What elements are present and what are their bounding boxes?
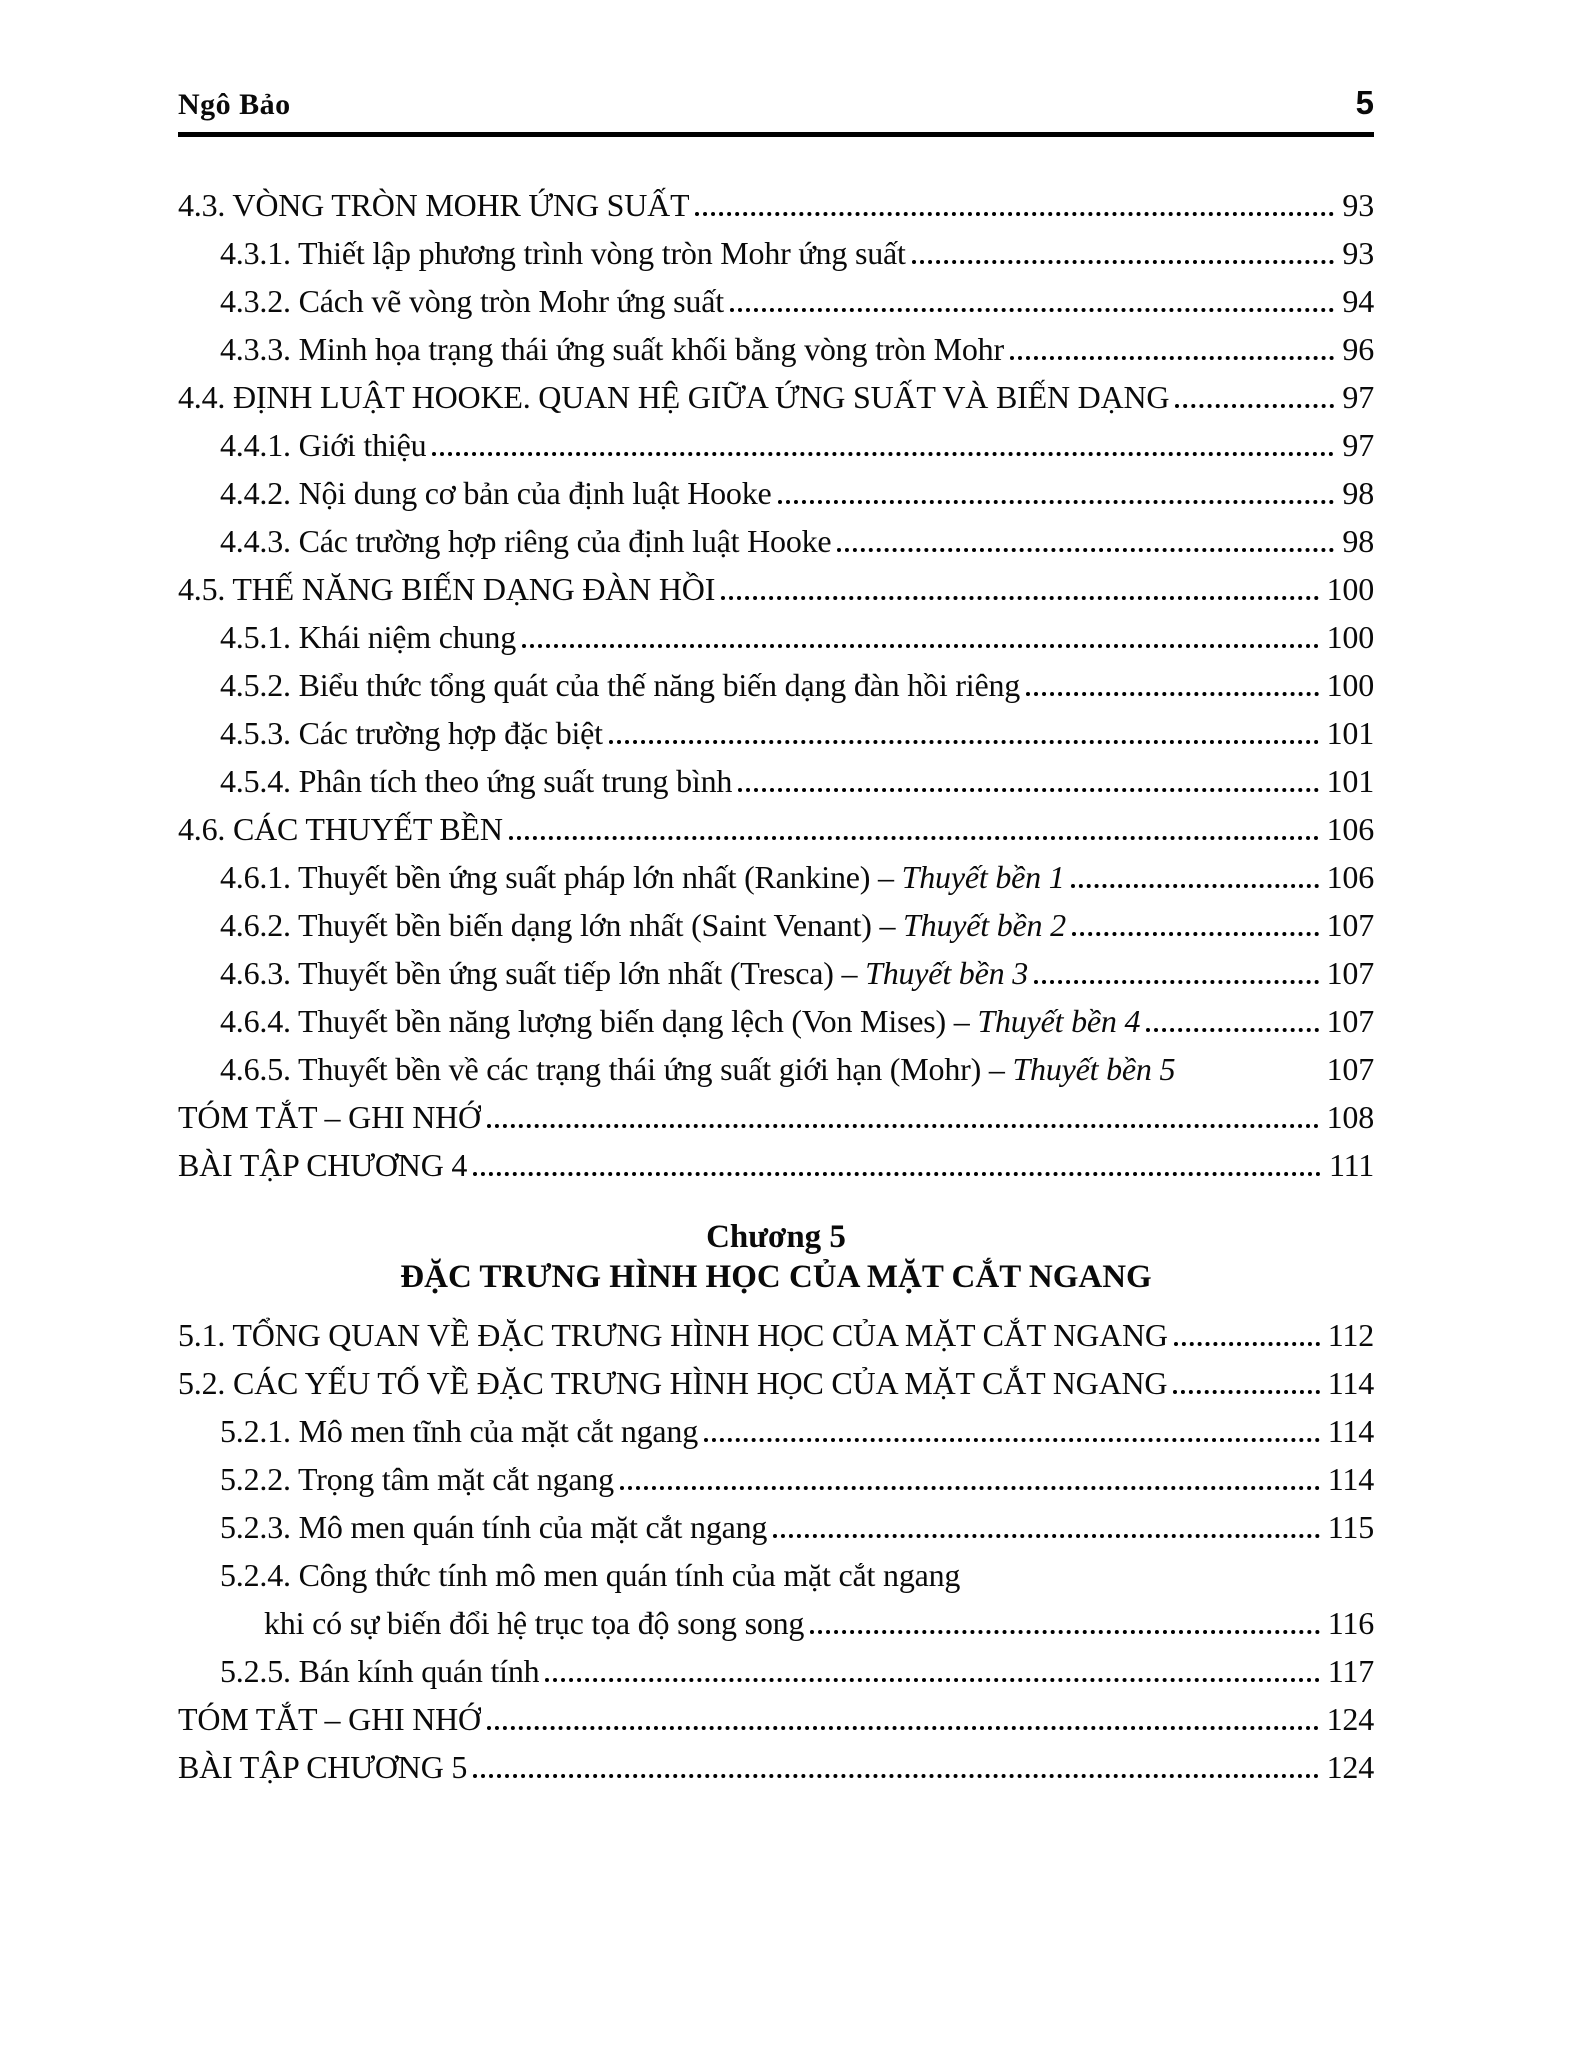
toc-page-number: 112 (1327, 1317, 1374, 1353)
toc-page-number: 108 (1326, 1099, 1374, 1135)
toc-entry (178, 565, 1374, 613)
toc-entry-label: 4.4. ĐỊNH LUẬT HOOKE. QUAN HỆ GIỮA ỨNG SUẤT VÀ BIẾN DẠNG (178, 379, 1170, 415)
toc-page-number: 98 (1342, 475, 1374, 511)
toc-entry-label: 5.2. CÁC YẾU TỐ VỀ ĐẶC TRƯNG HÌNH HỌC CỦA MẶT CẮT NGANG (178, 1365, 1168, 1401)
toc-page-number: 100 (1326, 571, 1374, 607)
toc-dot-leader (1026, 692, 1318, 696)
toc-entry-label: 4.5.4. Phân tích theo ứng suất trung bình (220, 763, 733, 799)
toc-entry-label: khi có sự biến đổi hệ trục tọa độ song song (264, 1605, 805, 1641)
toc-entry (178, 1093, 1374, 1141)
toc-page-number: 98 (1342, 523, 1374, 559)
toc-dot-leader (620, 1486, 1320, 1490)
toc-page-number: 124 (1326, 1701, 1374, 1737)
toc-dot-leader (487, 1124, 1319, 1128)
toc-entry (178, 709, 1374, 757)
toc-dot-leader (837, 548, 1334, 552)
toc-page-number: 106 (1326, 859, 1374, 895)
toc-page-number: 114 (1327, 1413, 1374, 1449)
toc-entry-label-italic: Thuyết bền 4 (977, 1003, 1141, 1039)
toc-page-number: 106 (1326, 811, 1374, 847)
toc-entry-label: 4.6.1. Thuyết bền ứng suất pháp lớn nhất (Rankine) – Thuyết bền 1 (220, 859, 1065, 895)
toc-entry-label: 5.2.2. Trọng tâm mặt cắt ngang (220, 1461, 614, 1497)
toc-entry-label: TÓM TẮT – GHI NHỚ (178, 1701, 481, 1737)
toc-entry (178, 949, 1374, 997)
header-author: Ngô Bảo (178, 88, 291, 121)
toc-page-number: 97 (1342, 379, 1374, 415)
toc-entry (178, 1407, 1374, 1455)
toc-entry (178, 181, 1374, 229)
toc-entry-label: BÀI TẬP CHƯƠNG 5 (178, 1749, 468, 1785)
running-header (178, 84, 1374, 137)
toc-page-number: 124 (1326, 1749, 1374, 1785)
toc-entry-label: BÀI TẬP CHƯƠNG 4 (178, 1147, 468, 1183)
toc-entry-label: 5.2.4. Công thức tính mô men quán tính của mặt cắt ngang (220, 1557, 961, 1593)
toc-entry (178, 1599, 1374, 1647)
toc-dot-leader (545, 1678, 1319, 1682)
toc-entry-label: 4.6.4. Thuyết bền năng lượng biến dạng lệch (Von Mises) – Thuyết bền 4 (220, 1003, 1141, 1039)
toc-page-number: 107 (1326, 1003, 1374, 1039)
toc-entry (178, 1503, 1374, 1551)
toc-page-number: 107 (1326, 1051, 1374, 1087)
toc-entry (178, 421, 1374, 469)
toc-entry-label: 5.2.1. Mô men tĩnh của mặt cắt ngang (220, 1413, 699, 1449)
toc-entry-label: 4.5. THẾ NĂNG BIẾN DẠNG ĐÀN HỒI (178, 571, 716, 607)
toc-entry (178, 325, 1374, 373)
toc-entry (178, 1743, 1374, 1791)
toc-page-number: 114 (1327, 1365, 1374, 1401)
toc-entry (178, 1647, 1374, 1695)
toc-page-number: 101 (1326, 763, 1374, 799)
toc-dot-leader (704, 1438, 1320, 1442)
toc-entry-label: 4.3.3. Minh họa trạng thái ứng suất khối bằng vòng tròn Mohr (220, 331, 1004, 367)
toc-entry (178, 469, 1374, 517)
toc-page-number: 93 (1342, 187, 1374, 223)
toc-dot-leader (730, 308, 1334, 312)
toc-page-number: 107 (1326, 955, 1374, 991)
toc-entry (178, 661, 1374, 709)
header-page-number: 5 (1355, 84, 1374, 121)
toc-entry (178, 1311, 1374, 1359)
toc-page-number: 114 (1327, 1461, 1374, 1497)
toc-entry (178, 1045, 1374, 1093)
toc-entry (178, 1359, 1374, 1407)
toc-entry-label: 5.2.3. Mô men quán tính của mặt cắt ngang (220, 1509, 768, 1545)
toc-page-number: 100 (1326, 619, 1374, 655)
toc-dot-leader (773, 1534, 1320, 1538)
toc-page-number: 96 (1342, 331, 1374, 367)
toc-entry-label: 4.3.1. Thiết lập phương trình vòng tròn Mohr ứng suất (220, 235, 906, 271)
toc-entry (178, 613, 1374, 661)
toc-entry-label-italic: Thuyết bền 2 (903, 907, 1066, 943)
toc-dot-leader (1173, 1390, 1319, 1394)
toc-entry (178, 373, 1374, 421)
toc-entry (178, 1551, 1374, 1599)
toc-dot-leader (509, 836, 1319, 840)
toc-page-number: 107 (1326, 907, 1374, 943)
toc-page-number: 115 (1327, 1509, 1374, 1545)
toc-dot-leader (1071, 884, 1319, 888)
toc-dot-leader (1174, 1342, 1320, 1346)
toc-page-number: 111 (1328, 1147, 1374, 1183)
toc-entry (178, 757, 1374, 805)
toc-dot-leader (1034, 980, 1319, 984)
toc-entry (178, 277, 1374, 325)
toc-entry-label: 4.3.2. Cách vẽ vòng tròn Mohr ứng suất (220, 283, 724, 319)
toc-entry (178, 1695, 1374, 1743)
toc-dot-leader (609, 740, 1319, 744)
toc-entry-label: 4.3. VÒNG TRÒN MOHR ỨNG SUẤT (178, 187, 690, 223)
toc-entry (178, 901, 1374, 949)
toc-dot-leader (1072, 932, 1319, 936)
toc-dot-leader (810, 1630, 1320, 1634)
toc-dot-leader (1175, 404, 1334, 408)
toc-dot-leader (695, 212, 1334, 216)
toc-entry (178, 853, 1374, 901)
toc-dot-leader (522, 644, 1319, 648)
toc-entry-label-italic: Thuyết bền 3 (865, 955, 1029, 991)
toc-page-number: 97 (1342, 427, 1374, 463)
toc-dot-leader (432, 452, 1334, 456)
toc-entry (178, 805, 1374, 853)
toc-entry (178, 997, 1374, 1045)
toc-dot-leader (778, 500, 1335, 504)
toc-dot-leader (721, 596, 1318, 600)
toc-entry-label: 4.5.3. Các trường hợp đặc biệt (220, 715, 603, 751)
toc-entry-label: 4.6.2. Thuyết bền biến dạng lớn nhất (Saint Venant) – Thuyết bền 2 (220, 907, 1066, 943)
toc-entry (178, 1455, 1374, 1503)
toc-dot-leader (912, 260, 1335, 264)
chapter-number: Chương 5 (706, 1219, 846, 1255)
toc (178, 181, 1374, 1791)
toc-entry-label: 4.6.5. Thuyết bền về các trạng thái ứng suất giới hạn (Mohr) – Thuyết bền 5 (220, 1051, 1176, 1087)
toc-dot-leader (1146, 1028, 1318, 1032)
toc-entry-label: 4.4.1. Giới thiệu (220, 427, 427, 463)
toc-entry (178, 229, 1374, 277)
toc-entry-label: 4.5.1. Khái niệm chung (220, 619, 516, 655)
toc-entry-label: 5.2.5. Bán kính quán tính (220, 1653, 540, 1689)
toc-entry-label-italic: Thuyết bền 5 (1012, 1051, 1176, 1087)
toc-page-number: 101 (1326, 715, 1374, 751)
toc-page-number: 93 (1342, 235, 1374, 271)
toc-page-number: 94 (1342, 283, 1374, 319)
chapter-heading (178, 1217, 1374, 1297)
toc-page-number: 117 (1327, 1653, 1374, 1689)
toc-dot-leader (473, 1172, 1321, 1176)
toc-entry-label: 4.5.2. Biểu thức tổng quát của thế năng biến dạng đàn hồi riêng (220, 667, 1021, 703)
toc-dot-leader (1010, 356, 1334, 360)
toc-entry-label: 5.1. TỔNG QUAN VỀ ĐẶC TRƯNG HÌNH HỌC CỦA MẶT CẮT NGANG (178, 1317, 1168, 1353)
toc-entry-label: 4.4.3. Các trường hợp riêng của định luật Hooke (220, 523, 832, 559)
toc-dot-leader (473, 1774, 1318, 1778)
toc-entry-label-italic: Thuyết bền 1 (901, 859, 1065, 895)
toc-entry-label: 4.6.3. Thuyết bền ứng suất tiếp lớn nhất (Tresca) – Thuyết bền 3 (220, 955, 1029, 991)
toc-entry-label: 4.6. CÁC THUYẾT BỀN (178, 811, 503, 847)
toc-page-number: 100 (1326, 667, 1374, 703)
toc-entry-label: 4.4.2. Nội dung cơ bản của định luật Hooke (220, 475, 772, 511)
toc-entry (178, 1141, 1374, 1189)
toc-dot-leader (738, 788, 1318, 792)
toc-entry (178, 517, 1374, 565)
toc-entry-label: TÓM TẮT – GHI NHỚ (178, 1099, 481, 1135)
toc-page-number: 116 (1327, 1605, 1374, 1641)
chapter-title: ĐẶC TRƯNG HÌNH HỌC CỦA MẶT CẮT NGANG (400, 1259, 1152, 1295)
toc-dot-leader (487, 1726, 1319, 1730)
